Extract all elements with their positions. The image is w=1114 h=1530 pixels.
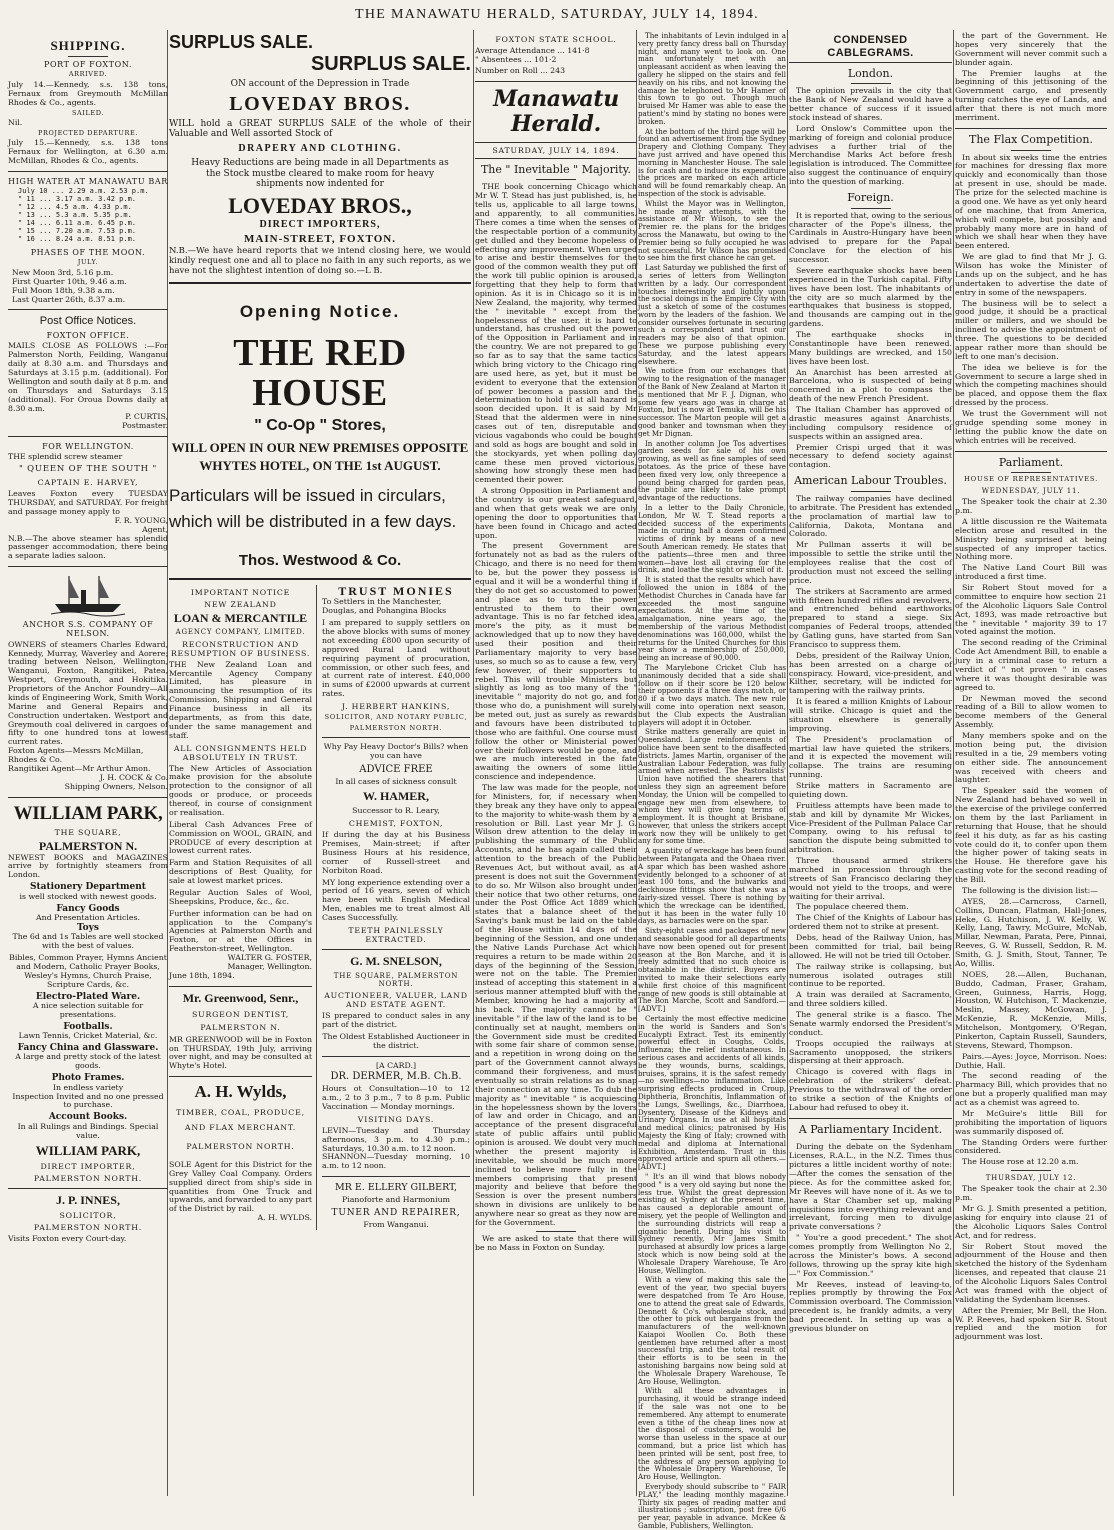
- sailed-text: Nil.: [8, 118, 23, 128]
- tide-table: July 10 ... 2.29 a.m. 2.53 p.m. " 11 ... 3.17 a.m. 3.42 p.m. " 12 ... 4.5 a.m. 4.33 p.m. " 13 ... 5.3 a.m. 5.35 p.m. " 14 ... 6.11 a.m. 6.45 p.m. " 15 ... 7.20 a.m. 7.53 p.m. " 16 ... 8.24 a.m. 8.51 p.m.: [18, 187, 149, 244]
- shipping-heading: SHIPPING.: [50, 38, 126, 53]
- news-item: With a view of making this sale the event of the year, two special buyers were despatched from Te Aro House, one to attend the great sale of Edwards, Dennett & Co's. wholesale stock, and the other to pick out bargains from the manufacturers of the well-known Kaiapoi Woollen Co. Both these gentlemen have returned after a most successful trip, and the total result of their efforts is to be seen in the astonishing bargains now being sold at the Wholesale Drapery Warehouse, Te Aro House, Wellington.: [638, 1275, 786, 1386]
- news-item: It is stated that the results which have followed the union in 1884 of the Methodist Churches in Canada have far exceeded the most sanguine expectations. At the time of the amalgamation, nine years ago, the membership of the various Methodist denominations was 160,000, whilst the returns for the United Churches for this year show a membership of 250,000, being an increase of 90,000.: [638, 575, 786, 663]
- masthead: THE MANAWATU HERALD, SATURDAY, JULY 14, 1894.: [355, 7, 759, 22]
- moon-heading: PHASES OF THE MOON.: [30, 248, 146, 258]
- projected-text: July 15.—Kennedy, s.s. 138 tons Fernaux for Wellington, at 6.30 a.m. McMillan, Rhodes & Co., agents.: [8, 138, 168, 166]
- arrived-label: ARRIVED.: [68, 70, 108, 79]
- wylds-heading: A. H. Wylds,: [194, 1082, 287, 1102]
- news-item: Last Saturday we published the first of a series of letters from Wellington written by a lady. Our correspondent touches interestingly and lightly upon the social doings in the Empire City with just a sketch of some of the costumes worn by the leaders of the fashion. We consider ourselves fortunate in securing such a correspondent and trust our readers may be also of that opinion. These we purpose publishing every Saturday, and the latest appears elsewhere.: [638, 263, 786, 366]
- news-item: A quantity of wreckage has been found between Patangata and the Ohaea river. A spar which has been washed ashore evidently belonged to a schooner of at least 100 tons, and the bulwarks and deckhouse fittings show that she was a fairly-sized vessel. There is nothing by which the wreckage can be identified, but it has been in the water fully 10 days, as barnacles were on the spar.: [638, 846, 786, 926]
- news-item: With all these advantages in purchasing, it would be strange indeed if the sale was not one to be remembered. Any attempt to enumerate even a tithe of the cheap lines now at the disposal of customers, would be worse than useless in the space at our command, but a price list which has been printed will be sent, post free, to the address of any person applying to the Wholesale Drapery Warehouse, Te Aro House, Wellington.: [638, 1386, 786, 1482]
- news-item: Everybody should subscribe to " FAIR PLAY," the leading monthly magazine. Thirty six pages of reading matter and illustrations ; subscription, post free 6/6 per year, payable in advance. McKee & Gamble, Publishers, Wellington.: [638, 1482, 786, 1530]
- william-park-heading: WILLIAM PARK,: [13, 802, 163, 824]
- advice-free: ADVICE FREE: [359, 763, 433, 775]
- news-item: Sixty-eight cases and packages of new and seasonable good for all departments have now been opened out for present season at the Bon Marche, and it is freely admitted that no such choice is obtainable in the district. Buyers are invited to make their selections early while first choice of this magnificent range of new goods is still obtainable at The Bon Marche, Scott and Sandford.—[ADVT.]: [638, 926, 786, 1014]
- column-6: the part of the Government. He hopes very sincerely that the Government will never commit such a blunder again. The Premier laughs at the beginning of this jettisoning of the Government cargo, and presently turning catches the eye of Lands, and after that there is not much more merriment. The Flax Competition. In about six weeks time the entries for machines for dressing flax more quickly and economically than those at present in use, should be made. The prize for the selected machine is a good one. We have as yet only heard of one machine, that from America, which will compete, but possibly and probably many more are in hand of which we shall hear when they have been entered. We are glad to find that Mr J. G. Wilson has woke the Minister of Lands up on the subject, and he has undertaken to advertise the date of entry in some of the newspapers. The business will be to select a good judge, it should be a practical miller or millers, and we should be inclined to advise the appointment of three. The questions to be decided appear rather more than should be left to one man's decision. The idea we believe is for the Government to secure a large shed in which the competing machines should be placed, and oppose them the flax dressed by the process. We trust the Government will not grudge spending some money in letting the public know the date on which entries will be received. Parliament. HOUSE OF REPRESENTATIVES. WEDNESDAY, JULY 11. The Speaker took the chair at 2.30 p.m. A little discussion re the Waitemata election arose and resulted in the Ministry being surprised at being suspected of any improper tactics. Nothing more. The Native Land Court Bill was introduced a first time. Sir Robert Stout moved for a committee to enquire how section 21 of the Alcoholic Liquors Sale Control Act, 1893, was made retroactive but the " inevitable " majority 39 to 17 voted against the motion. The second reading of the Criminal Code Act Amendment Bill, to enable a jury in a criminal case to return a verdict of " not proven " in cases where it was thought desirable was agreed to. Dr Newman moved the second reading of a Bill to allow women to become members of the General Assembly. Many members spoke and on the motion being put, the division resulted in a tie, 29 members voting on either side. The announcement was received with cheers and laughter. The Speaker said the women of New Zealand had behaved so well in the exercise of the privilege conferred on them by the last Parliament in returning that House, that he should feel it his duty, as far as his casting vote could do it, to confer upon them the higher power of taking seats in the House. He therefore gave his casting vote for the second reading of the Bill. The following is the division list:— AYES, 28.—Carncross, Carnell, Collins, Duncan, Flatman, Hall-Jones, Heke, G. Hutchison, J. W. Kelly, W. Kelly, Lang, Tawry, McGuire, McNab, Millar, Newman, Parata, Pere, Pinnai, Reeves, G. W. Russell, Seddon, R. M. Smith, G. J. Smith, Stout, Tanner, Te Ao, Willis. NOES, 28.—Allen, Buchanan, Buddo, Cadman, Fraser, Graham, Green, Guinness, Harris, Hogg, Houston, W. Hutchison, T. Mackenzie, Meslin, Massey, McGowan, J. McKenzie, R. McKenzie, Mills, Mitchelson, Montgomery, O'Regan, Pinkerton, Captain Russell, Saunders, Stevens, Steward, Thompson. Pairs.—Ayes: Joyce, Morrison. Noes: Duthie, Hall. The second reading of the Pharmacy Bill, which provides that no one but a properly qualified man may act as a chemist was agreed to. Mr McGuire's little Bill for prohibiting the importation of liquors was summarily disposed of. The Standing Orders were further considered. The House rose at 12.20 a.m. THURSDAY, JULY 12. The Speaker took the chair at 2.30 p.m. Mr G. J. Smith presented a petition, asking for enquiry into clause 21 of the Alcoholic Liquors Sales Control Act, and for redress. Sir Robert Stout moved the adjournment of the House and then sketched the history of the Sydenham licenses, and repeated that clause 21 of the Alcoholic Liquors Sales Control Act was framed with the object of validating the Sydenham licenses. After the Premier, Mr Bell, the Hon. W. P. Reeves, had spoken Sir R. Stout replied and the motion for adjournment was lost.: [955, 31, 1107, 1342]
- london-heading: London.: [847, 66, 894, 80]
- american-labour-heading: American Labour Troubles.: [794, 474, 947, 488]
- column-3: FOXTON STATE SCHOOL. Average Attendance ... 141·8 " Absentees ... 101·2 Number on Roll ... 243 Manawatu Herald. SATURDAY, JULY 14, 1894. The " Inevitable " Majority. THE book concerning Chicago which Mr W. T. Stead has just published, is, he tells us, applicable to all large towns, and apparently, to all communities. There comes a time when the senses of the respectable portion of a community get dulled and they become hopeless of effecting any improvement. When urged to arise and bestir themselves for the good of the common wealth they put off the work till public opinion is aroused, forgetting that they help to form that opinion. As it is in Chicago so it is in New Zealand, the majority, why termed the " inevitable " except from the hopelessness of the user, it is hard to understand, has crushed out the power of the Opposition in Parliament and in the country. We are not prepared to go so far as to say that the same tactics which bring victory to the Chicago ring are used here, as yet, but it must be evident to everyone that the extension of power becomes a passion and the determination to hold it at all hazard is soon decided upon. It is said by Mr Stead that the aldermen were in nine cases out of ten, disreputable and vicious vagabonds who could be bought and sold as hogs are bought and sold in the stockyards, yet when polling day came these men proved victorious, showing how strongly these men had cemented their power. A strong Opposition in Parliament and the country is our greatest safeguard, and when that gets weak we are only opening the door to opportunities that have been found in Chicago and acted upon. The present Government are fortunately not as bad as the rulers of Chicago, and there is no need for them to be, but the power they possess is equal and it will be a wonderful thing if they do not get so accustomed to power and place as to turn the power entrusted to them to their own advantage. This is no far fetched idea, more's the pity, as it must be acknowledged that up to now they have used their position and their Parliamentary majority to very base uses, so much so as to cause a few, very few however, of their supporters to rebel. This will trouble Ministers but slightly as long as too many of the " inevitable " majority do not go, and for those who do, a punishment will surely be meted out, just as surely as rewards and favours have been distributed to those who are faithful. One course must follow the other or Ministerial power over their followers would be gone, and we are much interested in the fate awaiting the owners of some little conscience and independence. The law was made for the people, not for Ministers, for, if necessary when they break any they have only to appeal to the majority to white-wash them by a resolution or Bill. Last year Mr J. G. Wilson drew attention to the delay in publishing the summary of the Public Accounts, and he has again called their attention to the breach of the Public Revenues Act, but without avail, as at present is does not suit the Government to do so. Mr Wilson also brought under their notice that two other returns, one under the Post Office Act 1889 which states that a balance sheet of the Saving's bank must be laid on the table of the House within 14 days of the beginning of the Session, and one under the Native Lands Purchase Act which requires a return to be made within 20 days of the beginning of the Session, were not on the table. The Premier instead of accepting this statement in a serious manner attempted bluff with the Member, knowing he had a majority at his back. The majority cannot be " inevitable " if the law of the land is to be continually set at naught, members on the Government side must be credited with some fair share of common sense, and a repetition in wrong doing on the part of the Government cannot always command their forgiveness, and must eventually so strain relations as to snap their connection at any time. To dub the majority as " inevitable " is acquiescing in the hopelessness shown by the lovers of law and order in Chicago, and an acceptance of the present disgraceful state of public affairs until public opinion is aroused. We doubt very much whether the present majority is inevitable, we should be much more inclined to believe more fully in the members comprising that present majority and believe that before the Session is over the present numbers shown in divisions are unlikely to be anywhere near so great as they now are for the Government. We are asked to state that there will be no Mass in Foxton on Sunday.: [475, 35, 637, 1252]
- snelson-heading: G. M. SNELSON,: [350, 953, 442, 968]
- projected-label: PROJECTED DEPARTURE.: [37, 128, 138, 137]
- opening-notice-heading: Opening Notice.: [239, 301, 401, 321]
- post-office-text: MAILS CLOSE AS FOLLOWS :—For Palmerston North, Feilding, Wanganui daily at 8.30 a.m. and Thursdays and Saturdays at 3.15 p.m. (additional). For Wellington and south daily at 8 p.m. and on Thursdays and Saturdays 3.15 (additional). For Oroua Downs daily at 8.30 a.m.: [8, 341, 168, 413]
- col2-lower: [169, 585, 471, 1231]
- flax-heading: The Flax Competition.: [969, 132, 1093, 146]
- ellery-heading: MR E. ELLERY GILBERT,: [334, 1182, 458, 1194]
- news-item: Strike matters generally are quiet in Queensland. Large reinforcements of police have been sent to the disaffected districts. James Martin, organiser of the Australian Labour Federation, was fully armed when arrested. The Pastoralists' Union have notified the shearers that unless they sign an agreement before Monday, the Union will be compelled to engage new men from elsewhere, to whom they will give long terms of employment. It is thought at Brisbane, however, that unless the strikers accept work now they will be unlikely to get any for some time.: [638, 727, 786, 846]
- column-1: SHIPPING. PORT OF FOXTON. ARRIVED. July 14.—Kennedy, s.s. 138 tons, Fernaux from Greymouth McMillan Rhodes & Co., agents. SAILED. Nil. PROJECTED DEPARTURE. July 15.—Kennedy, s.s. 138 tons Fernaux for Wellington, at 6.30 a.m. McMillan, Rhodes & Co., agents. HIGH WATER AT MANAWATU BAR July 10 ... 2.29 a.m. 2.53 p.m. " 11 ... 3.17 a.m. 3.42 p.m. " 12 ... 4.5 a.m. 4.33 p.m. " 13 ... 5.3 a.m. 5.35 p.m. " 14 ... 6.11 a.m. 6.45 p.m. " 15 ... 7.20 a.m. 7.53 p.m. " 16 ... 8.24 a.m. 8.51 p.m. PHASES OF THE MOON. JULY. New Moon 3rd, 5.16 p.m. First Quarter 10th, 9.46 a.m. Full Moon 18th, 9.38 a.m. Last Quarter 26th, 8.37 a.m. Post Office Notices. FOXTON OFFICE. MAILS CLOSE AS FOLLOWS :—For Palmerston North, Feilding, Wanganui daily at 8.30 a.m. and Thursdays and Saturdays at 3.15 p.m. (additional). For Wellington and south daily at 8 p.m. and on Thursdays and Saturdays 3.15 (additional). For Oroua Downs daily at 8.30 a.m. P. CURTIS, Postmaster. FOR WELLINGTON. THE splendid screw steamer " QUEEN OF THE SOUTH " CAPTAIN E. HARVEY, Leaves Foxton every TUESDAY THURSDAY, and SATURDAY. For freight and passage money apply to F. R. YOUNG, Agent, N.B.—The above steamer has splendid passenger accommodation, there being a separate ladies saloon. ANCHOR S.S. COMPANY OF NELSON. OWNERS of steamers Charles Edward, Kennedy, Murray, Waverley and Aorere; trading between Nelson, Wellington, Wanganui, Foxton, Rangitikei, Patea, Westport, Greymouth, and Hokitika. Proprietors of the Anchor Foundry—All kinds of Engineering Work, Smith Work, Marine and General Repairs and Construction undertaken. Westport and Greymouth coal delivered in cargoes of fifty to one hundred tons at lowest current rates. Foxton Agents—Messrs McMillan, Rhodes & Co. Rangitikei Agent—Mr Arthur Amon. J. H. COCK & Co. Shipping Owners, Nelson. WILLIAM PARK, THE SQUARE, PALMERSTON N. NEWEST BOOKS and MAGAZINES arrive by fortnightly steamers from London. Stationery Department is well stocked with newest goods. Fancy Goods And Presentation Articles. Toys The 6d and 1s Tables are well stocked with the best of values. Bibles, Common Prayer, Hymns Ancient and Modern, Catholic Prayer Books, Wesley's Hymns, Church Praise, Scripture Cards, &c. Electro-Plated Ware. A nice selection suitable for presentations. Footballs. Lawn Tennis, Cricket Material, &c. Fancy China and Glassware. A large and pretty stock of the latest goods. Photo Frames. In endless variety Inspection Invited and no one pressed to purchase. Account Books. In all Rulings and Bindings. Special value. WILLIAM PARK, DIRECT IMPORTER, PALMERSTON NORTH. J. P. INNES, SOLICITOR, PALMERSTON NORTH. Visits Foxton every Court-day.: [8, 38, 168, 1243]
- loveday-heading-2: LOVEDAY BROS.,: [228, 193, 412, 219]
- issue-date: SATURDAY, JULY 14, 1894.: [475, 142, 637, 159]
- news-item: The Marylebone Cricket Club has unanimously decided that a side shall follow on if their score be 120 below their opponents if a three days match, or 80 if a two days match. The new rule will come into operation next season, but the Club expects the Australian players will adopt it in October.: [638, 662, 786, 727]
- news-item: At the bottom of the third page will be found an advertisement from the Sydney Drapery and Clothing Company. They have just arrived and have opened this morning in Manchester House. The sale is for cash and to induce its expenditure the prices are marked on each article and will be found remarkably cheap. An inspection of the stock is advisable.: [638, 126, 786, 198]
- school-heading: FOXTON STATE SCHOOL.: [495, 35, 617, 44]
- cablegrams-heading: CONDENSED CABLEGRAMS.: [789, 32, 952, 63]
- loveday-heading: LOVEDAY BROS.: [229, 92, 411, 115]
- westwood-signature: Thos. Westwood & Co.: [238, 552, 402, 570]
- loan-heading: LOAN & MERCANTILE: [173, 610, 308, 625]
- foreign-heading: Foreign.: [847, 190, 894, 204]
- news-item: " It's an ill wind that blows nobody good " is a very old saying but none the less true. Whilst the great depression existing at Sydney at the present time, has caused a deplorable amount of misery, yet the people of Wellington and the surrounding districts will reap a gigantic benefit. During his visit to Sydney recently, Mr James Smith purchased at absurdly low prices a large stock which is now being sold at the Wholesale Drapery Warehouse, Te Aro House, Wellington.: [638, 1171, 786, 1275]
- division-ayes: AYES, 28.—Carncross, Carnell, Collins, Duncan, Flatman, Hall-Jones, Heke, G. Hutchison, J. W. Kelly, W. Kelly, Lang, Tawry, McGuire, McNab, Millar, Newman, Parata, Pere, Pinnai, Reeves, G. W. Russell, Seddon, R. M. Smith, G. J. Smith, Stout, Tanner, Te Ao, Willis.: [955, 896, 1107, 968]
- column-4: [638, 31, 786, 1530]
- high-water-heading: HIGH WATER AT MANAWATU BAR: [8, 177, 168, 187]
- column-5: CONDENSED CABLEGRAMS. London. The opinion prevails in the city that the Bank of New Zealand would have a better chance of success if it issued stock instead of shares. Lord Onslow's Committee upon the marking of foreign and colonial produce advises a further trial of the Merchandise Marks Act before fresh legislation is introduced. The Committee also suggest the continuance of enquiry into the question of marking. Foreign. It is reported that, owing to the serious character of the Pope's illness, the Cardinals in Austro-Hungary have been advised to prepare for the Papal Conclave for the election of his successor. Severe earthquake shocks have been experienced in the Turkish capital. Fifty lives have been lost. The inhabitants of the city are so much alarmed by the earthquakes that business is stopped, and thousands are camping out in the gardens. The earthquake shocks in Constantinople have been renewed. Many buildings are wrecked, and 150 lives have been lost. An Anarchist has been arrested at Barcelona, who is suspected of being concerned in a plot to compass the death of the new French President. The Italian Chamber has approved of drastic measures against Anarchists, including compulsory residence of suspects within an assigned area. Premier Crispi urged that it was necessary to defend society against contagion. American Labour Troubles. The railway companies have declined to arbitrate. The President has extended the proclamation of martial law to California, Dakota, Montana and Colorado. Mr Pullman asserts it will be impossible to settle the strike until the employees realise that the cost of production must not exceed the selling price. The strikers at Sacramento are armed with fifteen hundred rifles and revolvers, and entrenched behind earthworks prepared to stand a siege. Six companies of Federal troops, attended by Gatling guns, have started from San Francisco to suppress them. Debs, president of the Railway Union, has been arrested on a charge of conspiracy. Howard, vice-president, and Kilther, secretary, will be indicted for tampering with the railway prints. It is feared a million Knights of Labour will strike. Chicago is quiet and the situation elsewhere is generally improving. The President's proclamation of martial law have quieted the strikers, and it is expected the movement will collapse. The trains are resuming running. Strike matters in Sacramento are quieting down. Fruitless attempts have been made to stab and kill by dynamite Mr Wickes, Vice-President of the Pullman Palace Car Company, owing to his refusal to sanction the dispute being submitted to arbitration. Three thousand armed strikers marched in procession through the streets of San Francisco declaring they would not yield to the troops, and were waiting for their arrival. The populace cheered them. The Chief of the Knights of Labour has ordered them not to strike at present. Debs, head of the Railway Union, has been committed for trial, bail being allowed. He will not be tried till October. The railway strike is collapsing, but numerous isolated outrages still continue to be reported. A train was derailed at Sacramento, and three soldiers killed. The general strike is a fiasco. The Senate warmly endorsed the President's conduct. Troops occupied the railways at Sacramento unopposed, the strikers dispersing at their approach. Chicago is covered with flags in celebration of the strikers' defeat. Previous to the withdrawal of the order to strike a section of the Knights of Labour had refused to obey it. A Parliamentary Incident. During the debate on the Sydenham Licenses, R.A.L., in the N.Z. Times thus pictures a little incident worthy of note:—After the comes the sensation of the piece. As for the committee asked for, Mr Reeves will have none of it. As we to have a Star Chamber set up, making inquisitions into everything relevant and irrelevant, forcing men to divulge private conversations ? " You're a good precedent." The shot comes promptly from Wellington No 2, across the Minister's bows. A second follows, throwing up the spray kite high—" Fox Commission." Mr Reeves, instead of leaving-to, replies promptly by throwing the Fox Commission overboard. The Commission precedent is, he frankly admits, a very bad precedent. In setting up was a grevious blunder on: [789, 34, 952, 1333]
- editorial-body: THE book concerning Chicago which Mr W. T. Stead has just published, is, he tells us, applicable to all large towns, and apparently, to all communities. There comes a time when the senses of the respectable portion of a community get dulled and they become hopeless of effecting any improvement. When urged to arise and bestir themselves for the good of the common wealth they put off the work till public opinion is aroused, forgetting that they help to form that opinion. As it is in Chicago so it is in New Zealand, the majority, why termed the " inevitable " except from the hopelessness of the user, it is hard to understand, has crushed out the power of the Opposition in Parliament and in the country. We are not prepared to go so far as to say that the same tactics which bring victory to the Chicago ring are used here, as yet, but it must be evident to everyone that the extension of power becomes a passion and the determination to hold it at all hazard is soon decided upon. It is said by Mr Stead that the aldermen were in nine cases out of ten, disreputable and vicious vagabonds who could be bought and sold as hogs are bought and sold in the stockyards, yet when polling day came these men proved victorious, showing how strongly these men had cemented their power.: [475, 182, 637, 485]
- sailed-label: SAILED.: [71, 108, 105, 117]
- hamer-heading: W. HAMER,: [363, 789, 429, 804]
- column-rule: [473, 30, 474, 1496]
- greenwood-heading: Mr. Greenwood, Senr.,: [182, 990, 299, 1005]
- news-item: In another column Joe Tos advertises garden seeds for sale of his own growing, as well as fine samples of seed potatoes. As the price of these have been fixed very low, only threepence a pound being charged for garden peas, the public are likely to take prompt advantage of the reductions.: [638, 438, 786, 503]
- anchor-heading: ANCHOR S.S. COMPANY OF NELSON.: [22, 620, 154, 639]
- col2-lower-right: TRUST MONIES To Settlers in the Manchester, Douglas, and Pohangina Blocks I am prepared to supply settlers on the above blocks with sums of money not exceeding £800 upon security of approved Rural Land without requiring payment of procuration, commission, or other such fees, and at current rate of interest. £40,000 in sums of £2000 upwards at current rates. J. HERBERT HANKINS, SOLICITOR, AND NOTARY PUBLIC, PALMERSTON NORTH. Why Pay Heavy Doctor's Bills? when you can have ADVICE FREE In all cases of sickness consult W. HAMER, Successor to R. Leary, CHEMIST, FOXTON, If during the day at his Business Premises, Main-street; if after Business Hours at his residence, corner of Russell-street and Norbiton Road. MY long experience extending over a period of 16 years, seven of which have been with English Medical Men, enables me to treat almost All Cases Successfully. TEETH PAINLESSLY EXTRACTED. G. M. SNELSON, THE SQUARE, PALMERSTON NORTH. AUCTIONEER, VALUER, LAND AND ESTATE AGENT. IS prepared to conduct sales in any part of the district. The Oldest Established Auctioneer in the district. [A CARD.] DR. DERMER, M.B. Ch.B. Hours ot Consultation—10 to 12 a.m., 2 to 3 p.m., 7 to 8 p.m. Public Vaccination — Monday mornings. VISITING DAYS. LEVIN—Tuesday and Thursday afternoons, 3 p.m. to 4.30 p.m.; Saturdays, 10.30 a.m. to 12 noon. SHANNON—Tuesday morning, 10 a.m. to 12 noon. MR E. ELLERY GILBERT, Pianoforte and Harmonium TUNER AND REPAIRER, From Wanganui.: [322, 583, 470, 1230]
- dermer-heading: DR. DERMER, M.B. Ch.B.: [330, 1070, 462, 1082]
- col2-lower-left: IMPORTANT NOTICE NEW ZEALAND LOAN & MERCANTILE AGENCY COMPANY, LIMITED. RECONSTRUCTION AND RESUMPTION OF BUSINESS. THE New Zealand Loan and Mercantile Agency Company Limited, has pleasure in announcing the resumption of its Commission, Shipping and General Finance business in all its departments, as from this date, under the same management and staff. ALL CONSIGNMENTS HELD ABSOLUTELY IN TRUST. The New Articles of Association make provision for the absolute protection to the consignor of all goods or produce, or proceeds thereof, in course of consignment or realisation. Liberal Cash Advances Free of Commission on WOOL, GRAIN, and PRODUCE of every description at lowest current rates. Farm and Station Requisites of all descriptions of Best Quality, for sale at lowest market prices. Regular Auction Sales of Wool, Sheepskins, Produce, &c., &c. Further information can be had on application to the Company's Agencies at Palmerston North and Foxton, or at the Offices in Featherston-street, Wellington. WALTER G. FOSTER, Manager, Wellington. June 18th, 1894. Mr. Greenwood, Senr., SURGEON DENTIST, PALMERSTON N. MR GREENWOOD will be in Foxton on THURSDAY, 19th July, arriving over night, and may be consulted at Whyte's Hotel. A. H. Wylds, TIMBER, COAL, PRODUCE, AND FLAX MERCHANT. PALMERSTON NORTH. SOLE Agent for this District for the Grey Valley Coal Company. Orders supplied direct from ship's side in quantities from One Truck and upwards, and forwarded to any part of the District by rail. A. H. WYLDS.: [169, 585, 317, 1231]
- column-rule: [953, 30, 954, 1496]
- anchor-text: OWNERS of steamers Charles Edward, Kennedy, Murray, Waverley and Aorere; trading between Nelson, Wellington, Wanganui, Foxton, Rangitikei, Patea, Westport, Greymouth, and Hokitika. Proprietors of the Anchor Foundry—All kinds of Engineering Work, Smith Work, Marine and General Repairs and Construction undertaken. Westport and Greymouth coal delivered in cargoes of fifty to one hundred tons at lowest current rates.: [8, 639, 168, 747]
- parliament-heading: Parliament.: [998, 455, 1064, 469]
- ship-name: " QUEEN OF THE SOUTH ": [18, 464, 158, 475]
- news-item: Whilst the Mayor was in Wellington, he made many attempts, with the assistance of Mr Wilson, to see the Premier re. the plans for the bridges across the Manawatu, but owing to the Premier being so fully occupied he was not successful. Mr Wilson has promised to see him the first chance he can get.: [638, 198, 786, 263]
- parliamentary-incident-heading: A Parliamentary Incident.: [798, 1122, 943, 1136]
- division-noes: NOES, 28.—Allen, Buchanan, Buddo, Cadman, Fraser, Graham, Green, Guinness, Harris, Hogg, Houston, W. Hutchison, T. Mackenzie, Meslin, Massey, McGowan, J. McKenzie, R. McKenzie, Mills, Mitchelson, Montgomery, O'Regan, Pinkerton, Captain Russell, Saunders, Stevens, Steward, Thompson.: [955, 969, 1107, 1050]
- moon-phases: New Moon 3rd, 5.16 p.m. First Quarter 10th, 9.46 a.m. Full Moon 18th, 9.38 a.m. Last Quarter 26th, 8.37 a.m.: [12, 267, 127, 304]
- port-heading: PORT OF FOXTON.: [44, 60, 132, 70]
- news-item: Certainly the most effective medicine in the world is Sanders and Son's Eucalypti Extract. Test its eminently powerful effect in Coughs, Colds, Influenza; the relief instantaneous. In serious cases and accidents of all kinds, be they wounds, burns, scaldings, bruises, sprains, it is the safest remedy—no swellings—no inflammation. Like surprising effects produced in Croup, Diphtheria, Bronchitis, Inflammation of the Lungs, Swellings, &c., Diarrhoea, Dysentery, Disease of the Kidneys and Urinary Organs. In use at all hospitals and medical clinics; patronised by His Majesty the King of Italy; crowned with medal and diploma at International Exhibition, Amsterdam. Trust in this approved article and spurn all others.—[ADVT.]: [638, 1014, 786, 1172]
- column-2: SURPLUS SALE. SURPLUS SALE. ON account of the Depression in Trade LOVEDAY BROS. WILL hold a GREAT SURPLUS SALE of the whole of their Valuable and Well assorted Stock of DRAPERY AND CLOTHING. Heavy Reductions are being made in all Departments as the Stock mustbe cleared to make room for heavy shipments now indented for LOVEDAY BROS., DIRECT IMPORTERS, MAIN-STREET, FOXTON. N.B.—We have heard reports that we intend closing here, we would kindly request one and all to place no faith in any such reports, as we have not the slightest intention of doing so.—L B. Opening Notice. THE RED HOUSE " Co-Op " Stores, WILL OPEN IN OUR NEW PREMISES OPPOSITE WHYTES HOTEL, ON THE 1st AUGUST. Particulars will be issued in circulars, which will be distributed in a few days. Thos. Westwood & Co. IMPORTANT NOTICE NEW ZEALAND LOAN & MERCANTILE AGENCY COMPANY, LIMITED. RECONSTRUCTION AND RESUMPTION OF BUSINESS. THE New Zealand Loan and Mercantile Agency Company Limited, has pleasure in announcing the resumption of its Commission, Shipping and General Finance business in all its departments, as from this date, under the same management and staff. ALL CONSIGNMENTS HELD ABSOLUTELY IN TRUST. The New Articles of Association make provision for the absolute protection to the consignor of all goods or produce, or proceeds thereof, in course of consignment or realisation. Liberal Cash Advances Free of Commission on WOOL, GRAIN, and PRODUCE of every description at lowest current rates. Farm and Station Requisites of all descriptions of Best Quality, for sale at lowest market prices. Regular Auction Sales of Wool, Sheepskins, Produce, &c., &c. Further information can be had on application to the Company's Agencies at Palmerston North and Foxton, or at the Offices in Featherston-street, Wellington. WALTER G. FOSTER, Manager, Wellington. June 18th, 1894. Mr. Greenwood, Senr., SURGEON DENTIST, PALMERSTON N. MR GREENWOOD will be in Foxton on THURSDAY, 19th July, arriving over night, and may be consulted at Whyte's Hotel. A. H. Wylds, TIMBER, COAL, PRODUCE, AND FLAX MERCHANT. PALMERSTON NORTH. SOLE Agent for this District for the Grey Valley Coal Company. Orders supplied direct from ship's side in quantities from One Truck and upwards, and forwarded to any part of the District by rail. A. H. WYLDS. TRUST MONIES To Settlers in the Manchester, Douglas, and Pohangina Blocks I am prepared to supply settlers on the above blocks with sums of money not exceeding £800 upon security of approved Rural Land without requiring payment of procuration, commission, or other such fees, and at current rate of interest. £40,000 in sums of £2000 upwards at current rates. J. HERBERT HANKINS, SOLICITOR, AND NOTARY PUBLIC, PALMERSTON NORTH. Why Pay Heavy Doctor's Bills? when you can have ADVICE FREE In all cases of sickness consult W. HAMER, Successor to R. Leary, CHEMIST, FOXTON, If during the day at his Business Premises, Main-street; if after Business Hours at his residence, corner of Russell-street and Norbiton Road. MY long experience extending over a period of 16 years, seven of which have been with English Medical Men, enables me to treat almost All Cases Successfully. TEETH PAINLESSLY EXTRACTED. G. M. SNELSON, THE SQUARE, PALMERSTON NORTH. AUCTIONEER, VALUER, LAND AND ESTATE AGENT. IS prepared to conduct sales in any part of the district. The Oldest Established Auctioneer in the district. [A CARD.] DR. DERMER, M.B. Ch.B. Hours ot Consultation—10 to 12 a.m., 2 to 3 p.m., 7 to 8 p.m. Public Vaccination — Monday mornings. VISITING DAYS. LEVIN—Tuesday and Thursday afternoons, 3 p.m. to 4.30 p.m.; Saturdays, 10.30 a.m. to 12 noon. SHANNON—Tuesday morning, 10 a.m. to 12 noon. MR E. ELLERY GILBERT, Pianoforte and Harmonium TUNER AND REPAIRER, From Wanganui.: [169, 32, 471, 1230]
- news-item: We notice from our exchanges that owing to the resignation of the manager of the Bank of New Zealand at Marton it is mentioned that Mr F. J. Dignan, who some few years ago was in charge at Foxton, but is now at Temuka, will be his successor. The Marton people will get a good banker and townsman when they get Mr Dignan.: [638, 366, 786, 438]
- steamship-illustration-icon: [51, 572, 125, 616]
- news-item: In a letter to the Daily Chronicle, London, Mr W. T. Stead reports a decided success of the experiments made in curing half a dozen confirmed victims of drink by means of a new South American remedy. He states that the patients—three men and three women—have lost all craving for the drink, and loathe the sight or smell of it.: [638, 503, 786, 575]
- surplus-heading-2: SURPLUS SALE.: [310, 52, 471, 75]
- column-rule: [787, 30, 788, 1496]
- post-office-heading: Post Office Notices.: [39, 315, 137, 328]
- editorial-title: The " Inevitable " Majority.: [480, 162, 632, 176]
- arrived-text: July 14.—Kennedy, s.s. 138 tons, Fernaux from Greymouth McMillan Rhodes & Co., agents.: [8, 79, 168, 107]
- news-item: The inhabitants of Levin indulged in a very pretty fancy dress ball on Thursday night, and many went to look on. One man unfortunately met with an unpleasant accident as when leaving the gallery he slipped on the stairs and fell heavily on his ribs, and not knowing the damage he telephoned to Mr Hamer of this town to go out. Though much bruised Mr Hamer was able to ease the patient's mind by stating no bones were broken.: [638, 31, 786, 126]
- wellington-heading: FOR WELLINGTON.: [42, 442, 134, 452]
- surplus-heading-1: SURPLUS SALE.: [169, 32, 314, 52]
- herald-flag: Manawatu Herald.: [493, 85, 619, 138]
- particulars-text: Particulars will be issued in circulars, which will be distributed in a few days.: [169, 486, 457, 531]
- innes-heading: J. P. INNES,: [56, 1192, 120, 1207]
- trust-monies-heading: TRUST MONIES: [338, 583, 454, 598]
- red-house-heading: THE RED HOUSE: [233, 331, 407, 414]
